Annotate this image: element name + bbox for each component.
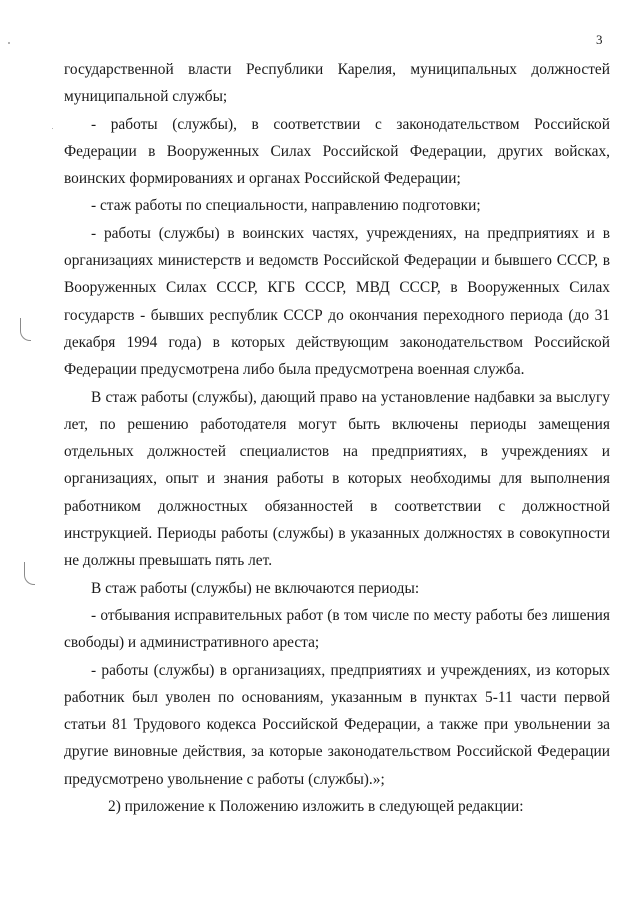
- paragraph-specialty-experience: - стаж работы по специальности, направлению подготовки;: [91, 197, 481, 215]
- page-number: 3: [596, 32, 603, 47]
- margin-bracket-mark: [24, 562, 35, 585]
- paragraph-dismissal: - работы (службы) в организациях, предприятиях и учреждениях, из которых работник был уволен по основаниям, указанным в пунктах 5-11 части первой статьи 81 Трудового кодекса Российской Федерации, а также при увольнении за другие виновные действия, за которые законодательством Российской Федерации предусмотрено увольнение с работы (службы).»;: [64, 661, 610, 788]
- paragraph-excluded-periods-heading: В стаж работы (службы) не включаются периоды:: [91, 579, 420, 597]
- paragraph-continuation: государственной власти Республики Карелия, муниципальных должностей муниципальной службы;: [64, 61, 610, 106]
- paragraph-military-units: - работы (службы) в воинских частях, учреждениях, на предприятиях и в организациях министерств и ведомств Российской Федерации и бывшего СССР, в Вооруженных Силах СССР, КГБ СССР, МВД СССР, в Вооруженных Силах государств - бывших республик СССР до окончания переходного периода (до 31 декабря 1994 года) в которых действующим законодательством Российской Федерации предусмотрена либо была предусмотрена военная служба.: [64, 224, 610, 379]
- margin-bracket-mark: [20, 318, 31, 341]
- paragraph-correctional-work: - отбывания исправительных работ (в том числе по месту работы без лишения свободы) и административного ареста;: [64, 606, 610, 652]
- paragraph-employer-decision: В стаж работы (службы), дающий право на установление надбавки за выслугу лет, по решению работодателя могут быть включены периоды замещения отдельных должностей специалистов на предприятиях, в учреждениях и организациях, опыт и знания работы в которых необходимы для выполнения работником должностных обязанностей в соответствии с должностной инструкцией. Периоды работы (службы) в указанных должностях в совокупности не должны превышать пять лет.: [64, 388, 610, 570]
- paragraph-service-armed-forces: - работы (службы), в соответствии с законодательством Российской Федерации в Вооруженных Силах Российской Федерации, других войсках, воинских формированиях и органах Российской Федерации;: [64, 115, 610, 188]
- scan-speck: [52, 128, 53, 129]
- document-body: [64, 56, 610, 820]
- paragraph-appendix-amendment: 2) приложение к Положению изложить в следующей редакции:: [108, 798, 524, 816]
- scan-speck: [8, 42, 10, 44]
